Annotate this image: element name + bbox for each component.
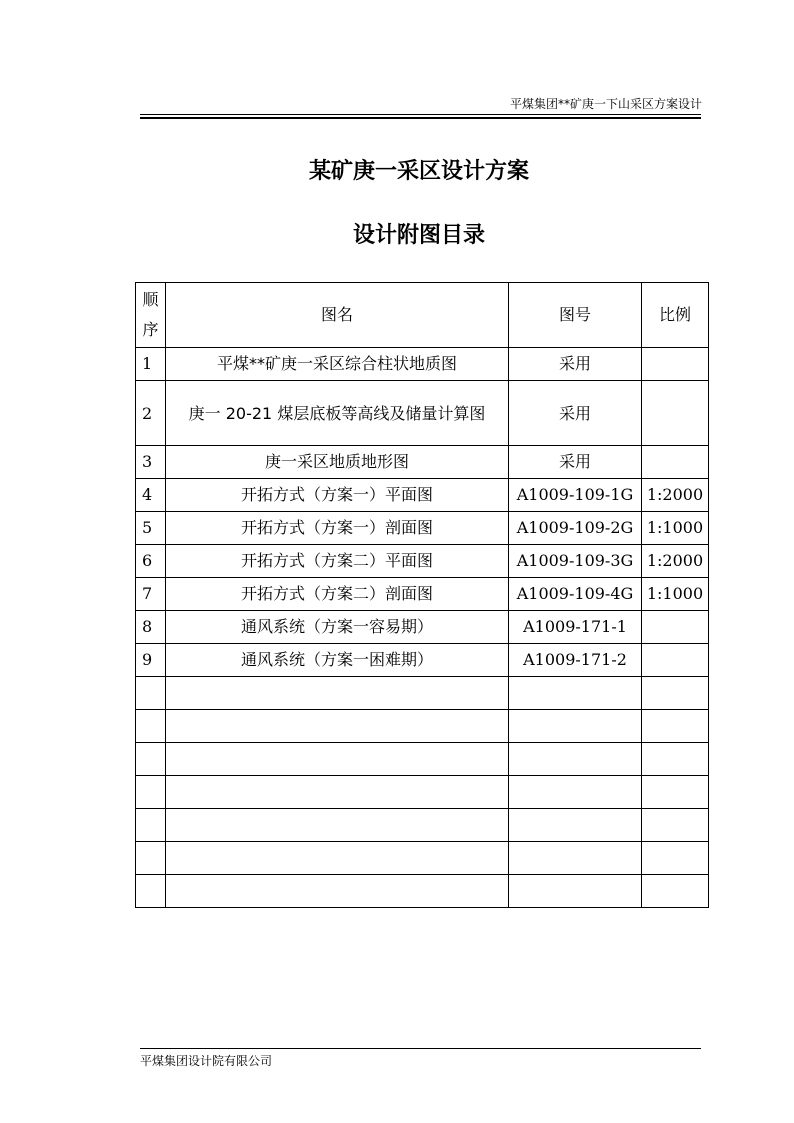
table-row [136,512,709,545]
table-row [136,348,709,381]
table-header-row [136,283,709,348]
row-seq: 3 [136,446,166,479]
row-scale [642,446,709,479]
header-code: 图号 [509,283,642,348]
row-code: A1009-109-3G [509,545,642,578]
table-row [136,479,709,512]
row-scale [642,348,709,381]
row-scale [642,381,709,446]
row-seq: 2 [136,381,166,446]
empty-row [136,710,709,743]
header-rule-thin [140,114,701,115]
row-scale: 1:1000 [642,512,709,545]
empty-row [136,677,709,710]
row-code: 采用 [509,348,642,381]
header-scale: 比例 [642,283,709,348]
row-code: A1009-109-2G [509,512,642,545]
table-row [136,381,709,446]
row-name: 开拓方式（方案二）剖面图 [166,578,509,611]
row-scale: 1:2000 [642,479,709,512]
empty-row [136,875,709,908]
row-seq: 9 [136,644,166,677]
page-footer-text: 平煤集团设计院有限公司 [140,1054,273,1068]
row-code: A1009-109-4G [509,578,642,611]
empty-row [136,842,709,875]
row-seq: 1 [136,348,166,381]
row-code: A1009-171-2 [509,644,642,677]
page-header-text: 平煤集团**矿庚一下山采区方案设计 [509,97,702,111]
row-name: 通风系统（方案一容易期） [166,611,509,644]
row-seq: 6 [136,545,166,578]
footer-rule [140,1048,701,1049]
row-code: 采用 [509,381,642,446]
row-code: A1009-171-1 [509,611,642,644]
empty-row [136,743,709,776]
row-name: 平煤**矿庚一采区综合柱状地质图 [166,348,509,381]
empty-row [136,776,709,809]
row-seq: 7 [136,578,166,611]
row-scale: 1:1000 [642,578,709,611]
header-name: 图名 [166,283,509,348]
row-scale [642,611,709,644]
row-name: 通风系统（方案一困难期） [166,644,509,677]
row-seq: 4 [136,479,166,512]
document-title: 某矿庚一采区设计方案 [308,158,529,184]
table-row [136,611,709,644]
row-scale [642,644,709,677]
row-seq: 8 [136,611,166,644]
row-scale: 1:2000 [642,545,709,578]
row-code: A1009-109-1G [509,479,642,512]
row-name: 开拓方式（方案一）剖面图 [166,512,509,545]
drawing-catalog-table [135,282,709,908]
header-rule-thick [140,117,701,119]
row-name: 开拓方式（方案一）平面图 [166,479,509,512]
table-row [136,644,709,677]
row-name: 庚一采区地质地形图 [166,446,509,479]
row-name: 庚一 20-21 煤层底板等高线及储量计算图 [166,381,509,446]
table-row [136,545,709,578]
row-code: 采用 [509,446,642,479]
row-seq: 5 [136,512,166,545]
row-name: 开拓方式（方案二）平面图 [166,545,509,578]
empty-row [136,809,709,842]
header-seq: 顺序 [136,283,166,348]
table-row [136,446,709,479]
table-row [136,578,709,611]
document-subtitle: 设计附图目录 [352,222,485,248]
